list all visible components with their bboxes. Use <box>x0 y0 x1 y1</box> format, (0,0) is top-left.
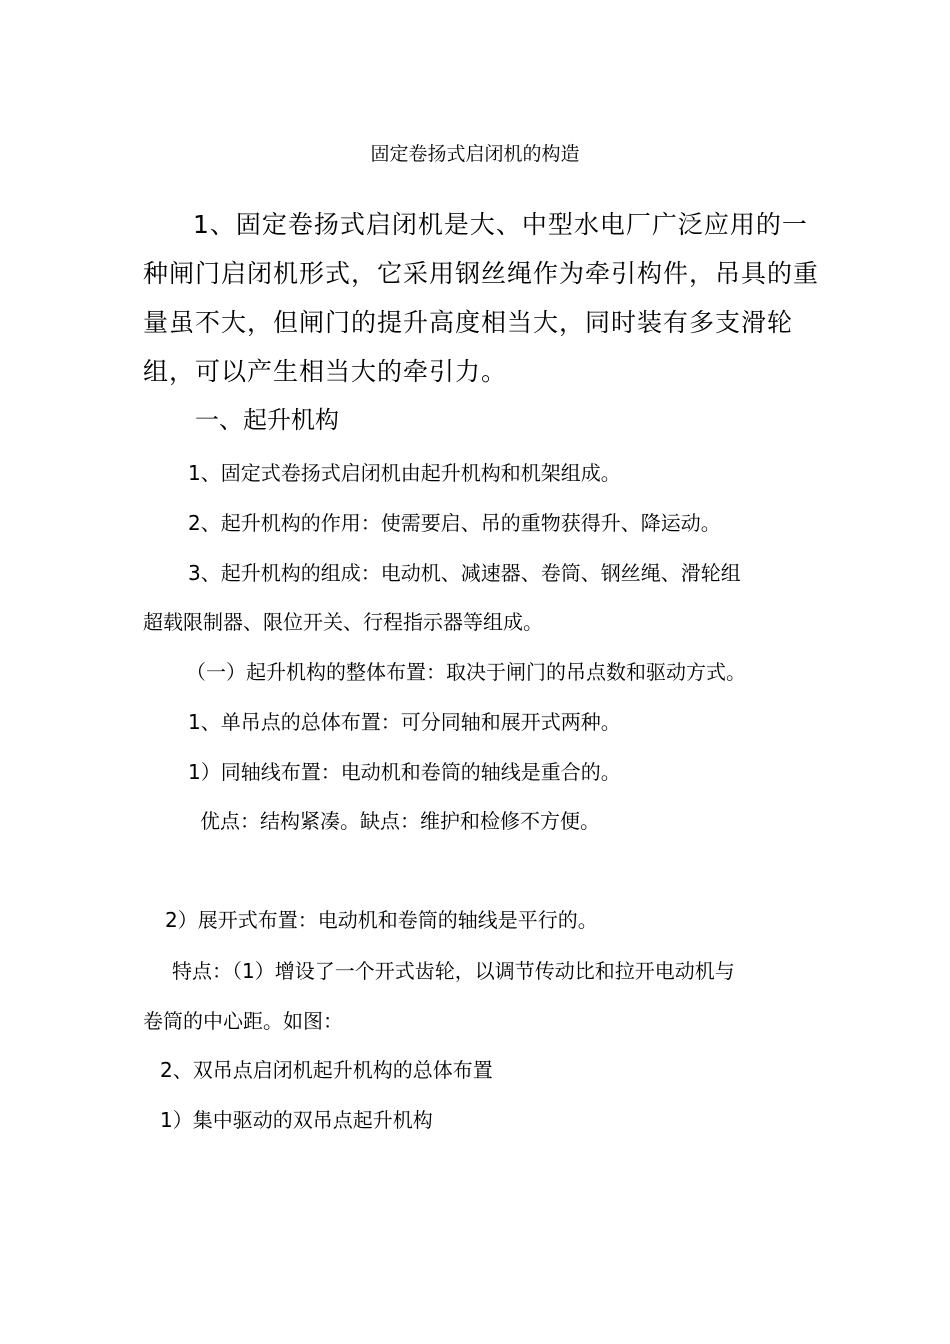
document-title: 固定卷扬式启闭机的构造 <box>370 143 580 165</box>
single-point-layout: 1、单吊点的总体布置：可分同轴和展开式两种。 <box>188 710 621 734</box>
coaxial-pros-cons: 优点：结构紧凑。缺点：维护和检修不方便。 <box>200 809 600 833</box>
coaxial-layout: 1）同轴线布置：电动机和卷筒的轴线是重合的。 <box>188 760 621 784</box>
item-3-line-1: 3、起升机构的组成：电动机、减速器、卷筒、钢丝绳、滑轮组 <box>188 561 741 585</box>
item-1: 1、固定式卷扬式启闭机由起升机构和机架组成。 <box>188 461 621 485</box>
section-heading: 一、起升机构 <box>195 406 339 434</box>
expanded-layout: 2）展开式布置：电动机和卷筒的轴线是平行的。 <box>165 908 598 932</box>
central-drive: 1）集中驱动的双吊点起升机构 <box>160 1108 433 1132</box>
features-line-2: 卷筒的中心距。如图： <box>143 1009 343 1033</box>
item-3-line-2: 超载限制器、限位开关、行程指示器等组成。 <box>143 610 543 634</box>
double-point-layout: 2、双吊点启闭机起升机构的总体布置 <box>160 1058 493 1082</box>
features-line-1: 特点：（1）增设了一个开式齿轮，以调节传动比和拉开电动机与 <box>172 959 735 983</box>
intro-paragraph <box>143 200 823 396</box>
intro-text: 1、固定卷扬式启闭机是大、中型水电厂广泛应用的一种闸门启闭机形式，它采用钢丝绳作为牵引构件，吊具的重量虽不大，但闸门的提升高度相当大，同时装有多支滑轮组，可以产生相当大的牵引力。 <box>143 210 820 386</box>
item-2: 2、起升机构的作用：使需要启、吊的重物获得升、降运动。 <box>188 511 721 535</box>
sub-heading: （一）起升机构的整体布置：取决于闸门的吊点数和驱动方式。 <box>186 660 746 684</box>
